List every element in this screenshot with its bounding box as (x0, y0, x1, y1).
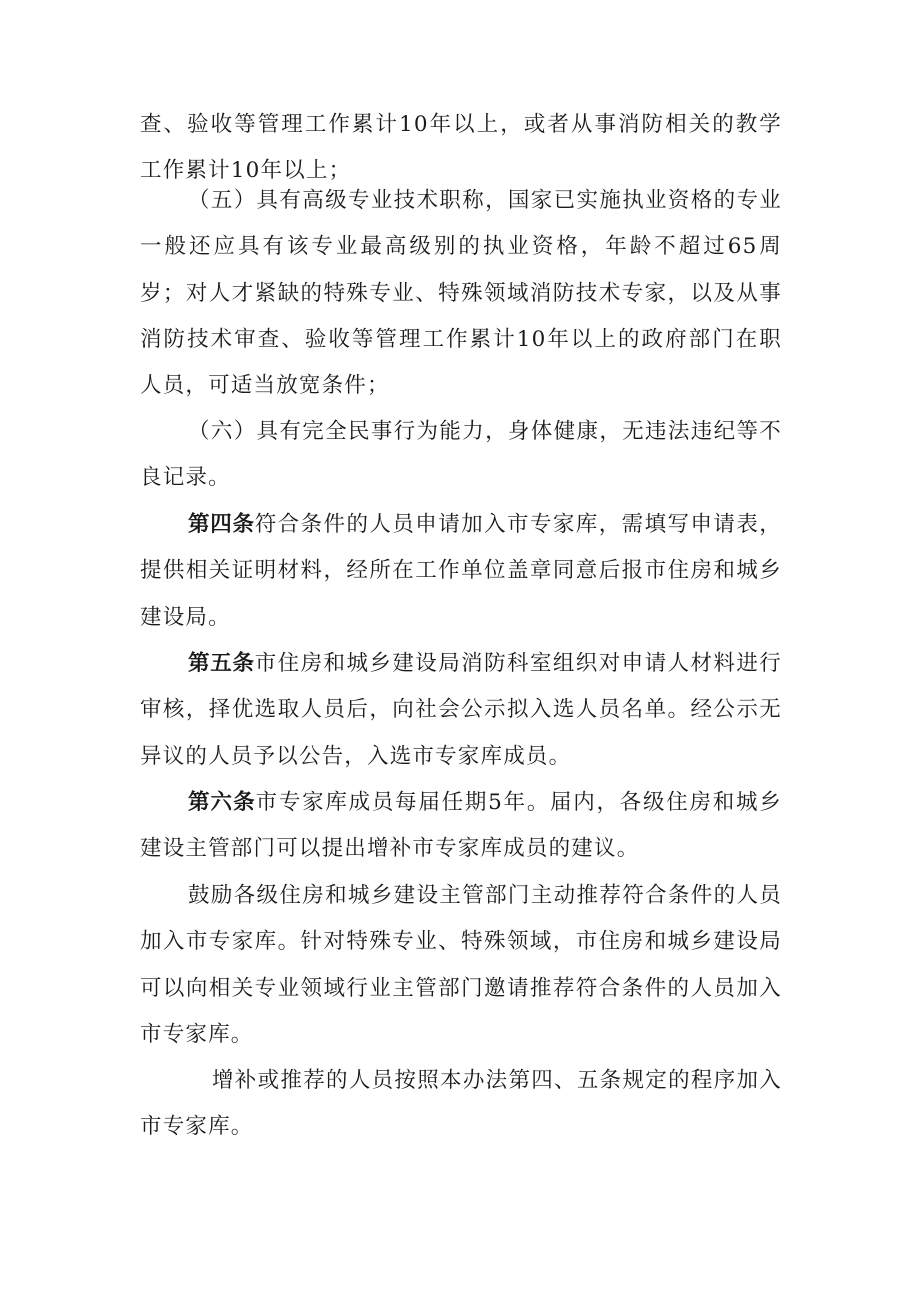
paragraph-supplement: 增补或推荐的人员按照本办法第四、五条规定的程序加入市专家库。 (140, 1068, 782, 1140)
article-6-body: 市专家库成员每届任期5年。届内，各级住房和城乡建设主管部门可以提出增补市专家库成员的建议。 (140, 790, 782, 862)
paragraph-item-5: （五）具有高级专业技术职称，国家已实施执业资格的专业一般还应具有该专业最高级别的执业资格，年龄不超过65周岁；对人才紧缺的特殊专业、特殊领域消防技术专家，以及从事消防技术审查、验收等管理工作累计10年以上的政府部门在职人员，可适当放宽条件； (140, 188, 782, 399)
article-4-title: 第四条 (188, 512, 255, 537)
article-5-body: 市住房和城乡建设局消防科室组织对申请人材料进行审核，择优选取人员后，向社会公示拟入选人员名单。经公示无异议的人员予以公告，入选市专家库成员。 (140, 651, 782, 769)
article-4-body: 符合条件的人员申请加入市专家库，需填写申请表，提供相关证明材料，经所在工作单位盖章同意后报市住房和城乡建设局。 (140, 512, 782, 630)
article-5-title: 第五条 (188, 651, 255, 676)
article-6 (140, 780, 782, 873)
paragraph-item-6: （六）具有完全民事行为能力，身体健康，无违法违纪等不良记录。 (140, 419, 782, 491)
article-4 (140, 502, 782, 641)
paragraph-encourage: 鼓励各级住房和城乡建设主管部门主动推荐符合条件的人员加入市专家库。针对特殊专业、特殊领域，市住房和城乡建设局可以向相关专业领域行业主管部门邀请推荐符合条件的人员加入市专家库。 (140, 883, 782, 1047)
paragraph-continuation: 查、验收等管理工作累计10年以上，或者从事消防相关的教学工作累计10年以上； (140, 112, 782, 184)
article-6-title: 第六条 (188, 790, 256, 815)
article-5 (140, 641, 782, 780)
